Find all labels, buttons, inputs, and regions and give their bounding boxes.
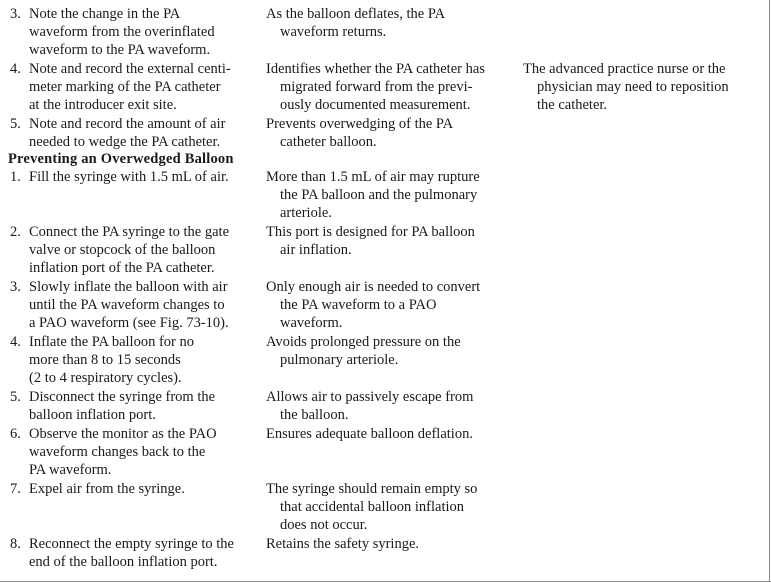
step-text-line: waveform changes back to the — [29, 444, 206, 461]
rationale-text-line: migrated forward from the previ- — [280, 79, 473, 96]
rationale-cell — [266, 535, 514, 553]
rationale-cell — [266, 168, 514, 222]
rationale-cell — [266, 480, 514, 534]
step-text-line: balloon inflation port. — [29, 407, 156, 424]
step-text-line: Expel air from the syringe. — [29, 481, 185, 497]
step-text-line: (2 to 4 respiratory cycles). — [29, 370, 182, 387]
rationale-text-line: the balloon. — [280, 407, 349, 424]
step-text-line: valve or stopcock of the balloon — [29, 242, 216, 259]
steps-cell — [10, 425, 258, 479]
steps-cell — [10, 5, 258, 59]
special-considerations-cell — [523, 60, 763, 114]
note-text-line: physician may need to reposition — [537, 79, 729, 96]
step-number: 4. — [10, 334, 21, 350]
step-text-line: waveform from the overinflated — [29, 24, 215, 41]
rationale-text-line: pulmonary arteriole. — [280, 352, 399, 369]
step-text-line: Inflate the PA balloon for no — [29, 334, 194, 350]
step-text-line: waveform to the PA waveform. — [29, 42, 211, 59]
rationale-text-line: catheter balloon. — [280, 134, 377, 151]
rationale-text-line: ously documented measurement. — [280, 97, 471, 114]
step-number: 3. — [10, 6, 21, 22]
rationale-text-line: More than 1.5 mL of air may rupture — [266, 169, 480, 185]
steps-cell — [10, 333, 258, 387]
table-right-border — [769, 0, 770, 582]
rationale-text-line: the PA waveform to a PAO — [280, 297, 437, 314]
steps-cell — [10, 223, 258, 277]
steps-cell — [10, 480, 258, 498]
step-text-line: meter marking of the PA catheter — [29, 79, 221, 96]
rationale-cell — [266, 60, 514, 114]
rationale-text-line: The syringe should remain empty so — [266, 481, 478, 497]
step-number: 3. — [10, 279, 21, 295]
step-text-line: more than 8 to 15 seconds — [29, 352, 181, 369]
steps-cell — [10, 168, 258, 186]
rationale-cell — [266, 223, 514, 259]
steps-cell — [10, 278, 258, 332]
rationale-text-line: Identifies whether the PA catheter has — [266, 61, 485, 77]
rationale-cell — [266, 278, 514, 332]
step-text-line: at the introducer exit site. — [29, 97, 177, 114]
rationale-text-line: As the balloon deflates, the PA — [266, 6, 446, 22]
rationale-text-line: that accidental balloon inflation — [280, 499, 465, 516]
step-text-line: until the PA waveform changes to — [29, 297, 225, 314]
rationale-cell — [266, 333, 514, 369]
rationale-text-line: the PA balloon and the pulmonary — [280, 187, 478, 204]
rationale-text-line: Ensures adequate balloon deflation. — [266, 426, 473, 442]
step-text-line: inflation port of the PA catheter. — [29, 260, 215, 277]
step-number: 4. — [10, 61, 21, 77]
rationale-text-line: Only enough air is needed to convert — [266, 279, 481, 295]
step-text-line: end of the balloon inflation port. — [29, 554, 218, 571]
step-text-line: Observe the monitor as the PAO — [29, 426, 217, 442]
steps-cell — [10, 115, 258, 151]
step-number: 6. — [10, 426, 21, 442]
rationale-text-line: Retains the safety syringe. — [266, 536, 420, 552]
steps-cell — [10, 535, 258, 571]
rationale-cell — [266, 388, 514, 424]
step-text-line: Fill the syringe with 1.5 mL of air. — [29, 169, 229, 185]
rationale-text-line: Prevents overwedging of the PA — [266, 116, 454, 132]
step-text-line: Connect the PA syringe to the gate — [29, 224, 230, 240]
step-number: 5. — [10, 389, 21, 405]
step-text-line: PA waveform. — [29, 462, 112, 479]
rationale-cell — [266, 425, 514, 443]
step-text-line: Disconnect the syringe from the — [29, 389, 216, 405]
step-number: 8. — [10, 536, 21, 552]
step-text-line: Note the change in the PA — [29, 6, 181, 22]
rationale-text-line: waveform. — [280, 315, 343, 332]
step-number: 5. — [10, 116, 21, 132]
step-text-line: Note and record the external centi- — [29, 61, 231, 77]
step-number: 7. — [10, 481, 21, 497]
rationale-text-line: This port is designed for PA balloon — [266, 224, 475, 240]
step-text-line: Note and record the amount of air — [29, 116, 226, 132]
step-text-line: a PAO waveform (see Fig. 73-10). — [29, 315, 229, 332]
steps-cell — [10, 388, 258, 424]
step-number: 2. — [10, 224, 21, 240]
rationale-cell — [266, 5, 514, 41]
rationale-text-line: Avoids prolonged pressure on the — [266, 334, 461, 350]
rationale-text-line: does not occur. — [280, 517, 368, 534]
rationale-cell — [266, 115, 514, 151]
step-text-line: needed to wedge the PA catheter. — [29, 134, 221, 151]
rationale-text-line: air inflation. — [280, 242, 352, 259]
rationale-text-line: arteriole. — [280, 205, 332, 222]
rationale-text-line: waveform returns. — [280, 24, 387, 41]
step-text-line: Slowly inflate the balloon with air — [29, 279, 228, 295]
step-text-line: Reconnect the empty syringe to the — [29, 536, 234, 552]
steps-cell — [10, 60, 258, 114]
rationale-text-line: Allows air to passively escape from — [266, 389, 474, 405]
section-heading: Preventing an Overwedged Balloon — [8, 151, 234, 167]
step-number: 1. — [10, 169, 21, 185]
note-text-line: the catheter. — [537, 97, 608, 114]
note-text-line: The advanced practice nurse or the — [523, 61, 726, 77]
